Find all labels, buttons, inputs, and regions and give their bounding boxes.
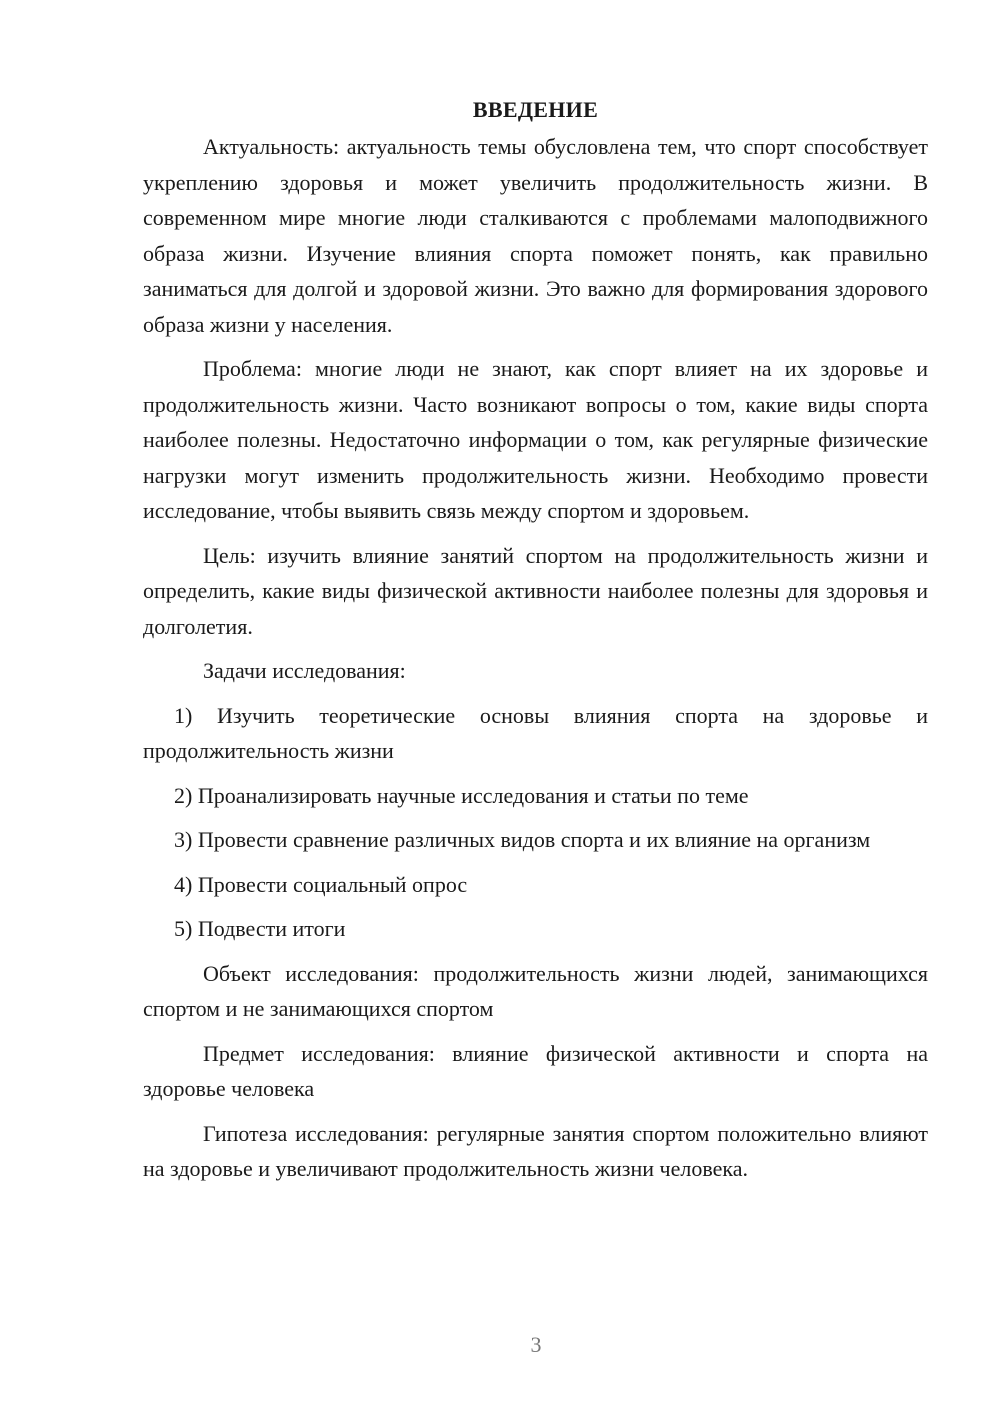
task-item-1: 1) Изучить теоретические основы влияния спорта на здоровье и продолжительность жизни <box>143 702 928 763</box>
object-paragraph: Объект исследования: продолжительность жизни людей, занимающихся спортом и не занимающихся спортом <box>143 960 928 1021</box>
page-content <box>143 92 928 1196</box>
subject-paragraph: Предмет исследования: влияние физической активности и спорта на здоровье человека <box>143 1040 928 1101</box>
hypothesis-paragraph: Гипотеза исследования: регулярные занятия спортом положительно влияют на здоровье и увеличивают продолжительность жизни человека. <box>143 1120 928 1181</box>
task-item-4: 4) Провести социальный опрос <box>174 871 468 897</box>
page-number: 3 <box>530 1332 542 1357</box>
task-item-2: 2) Проанализировать научные исследования и статьи по теме <box>174 782 749 808</box>
relevance-paragraph: Актуальность: актуальность темы обусловлена тем, что спорт способствует укреплению здоровья и может увеличить продолжительность жизни. В современном мире многие люди сталкиваются с проблемами малоподвижного образа жизни. Изучение влияния спорта поможет понять, как правильно заниматься для долгой и здоровой жизни. Это важно для формирования здорового образа жизни у населения. <box>143 134 928 337</box>
section-title: ВВЕДЕНИЕ <box>472 97 599 122</box>
problem-paragraph: Проблема: многие люди не знают, как спорт влияет на их здоровье и продолжительность жизни. Часто возникают вопросы о том, какие виды спорта наиболее полезны. Недостаточно информации о том, как регулярные физические нагрузки могут изменить продолжительность жизни. Необходимо провести исследование, чтобы выявить связь между спортом и здоровьем. <box>143 356 928 523</box>
goal-paragraph: Цель: изучить влияние занятий спортом на продолжительность жизни и определить, какие виды физической активности наиболее полезны для здоровья и долголетия. <box>143 542 928 639</box>
task-item-3: 3) Провести сравнение различных видов спорта и их влияние на организм <box>174 827 871 852</box>
tasks-heading: Задачи исследования: <box>203 658 406 683</box>
task-item-5: 5) Подвести итоги <box>174 916 346 941</box>
